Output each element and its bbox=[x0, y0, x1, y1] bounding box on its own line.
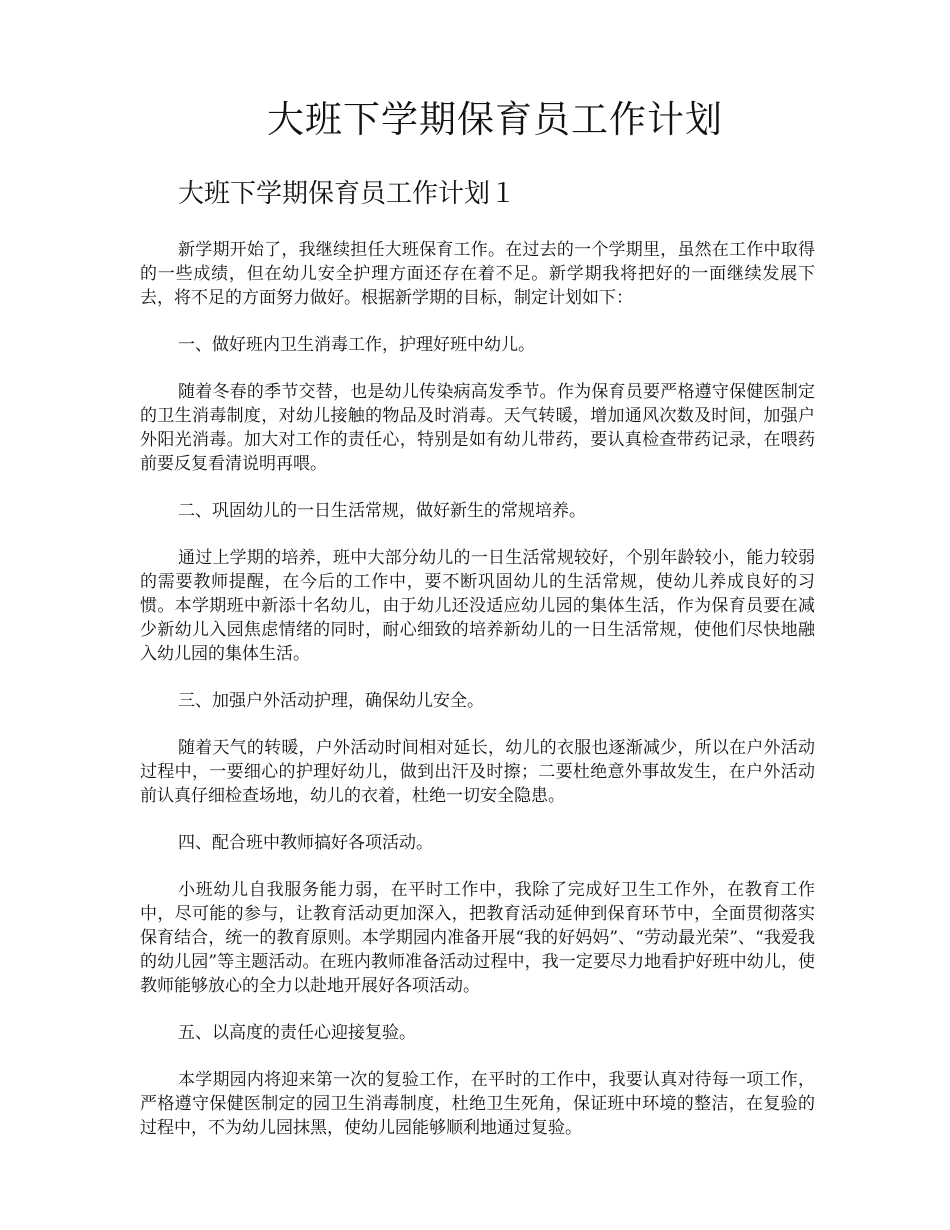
paragraph-item-4: 小班幼儿自我服务能力弱，在平时工作中，我除了完成好卫生工作外，在教育工作中，尽可能的参与，让教育活动更加深入，把教育活动延伸到保育环节中，全面贯彻落实保育结合，统一的教育原则。本学期园内准备开展“我的好妈妈”、“劳动最光荣”、“我爱我的幼儿园”等主题活动。在班内教师准备活动过程中，我一定要尽力地看护好班中幼儿，使教师能够放心的全力以赴地开展好各项活动。 bbox=[140, 880, 815, 996]
heading-item-3: 三、加强户外活动护理，确保幼儿安全。 bbox=[178, 691, 484, 711]
paragraph-item-3: 随着天气的转暖，户外活动时间相对延长，幼儿的衣服也逐渐减少，所以在户外活动过程中，一要细心的护理好幼儿，做到出汗及时擦；二要杜绝意外事故发生，在户外活动前认真仔细检查场地，幼儿的衣着，杜绝一切安全隐患。 bbox=[140, 738, 815, 806]
document-title: 大班下学期保育员工作计划 bbox=[267, 98, 723, 141]
paragraph-intro: 新学期开始了，我继续担任大班保育工作。在过去的一个学期里，虽然在工作中取得的一些成绩，但在幼儿安全护理方面还存在着不足。新学期我将把好的一面继续发展下去，将不足的方面努力做好。根据新学期的目标，制定计划如下： bbox=[140, 240, 815, 308]
heading-item-1: 一、做好班内卫生消毒工作，护理好班中幼儿。 bbox=[178, 335, 535, 355]
heading-item-4: 四、配合班中教师搞好各项活动。 bbox=[178, 833, 433, 853]
heading-item-5: 五、以高度的责任心迎接复验。 bbox=[178, 1023, 416, 1043]
paragraph-item-5: 本学期园内将迎来第一次的复验工作，在平时的工作中，我要认真对待每一项工作，严格遵守保健医制定的园卫生消毒制度，杜绝卫生死角，保证班中环境的整洁，在复验的过程中，不为幼儿园抹黑，使幼儿园能够顺利地通过复验。 bbox=[140, 1070, 815, 1138]
section-title: 大班下学期保育员工作计划１ bbox=[178, 179, 517, 209]
paragraph-item-1: 随着冬春的季节交替，也是幼儿传染病高发季节。作为保育员要严格遵守保健医制定的卫生消毒制度，对幼儿接触的物品及时消毒。天气转暖，增加通风次数及时间，加强户外阳光消毒。加大对工作的责任心，特别是如有幼儿带药，要认真检查带药记录，在喂药前要反复看清说明再喂。 bbox=[140, 382, 815, 474]
paragraph-item-2: 通过上学期的培养，班中大部分幼儿的一日生活常规较好，个别年龄较小，能力较弱的需要教师提醒，在今后的工作中，要不断巩固幼儿的生活常规，使幼儿养成良好的习惯。本学期班中新添十名幼儿，由于幼儿还没适应幼儿园的集体生活，作为保育员要在减少新幼儿入园焦虑情绪的同时，耐心细致的培养新幼儿的一日生活常规，使他们尽快地融入幼儿园的集体生活。 bbox=[140, 548, 815, 664]
document-body bbox=[140, 238, 815, 1163]
heading-item-2: 二、巩固幼儿的一日生活常规，做好新生的常规培养。 bbox=[178, 501, 586, 521]
